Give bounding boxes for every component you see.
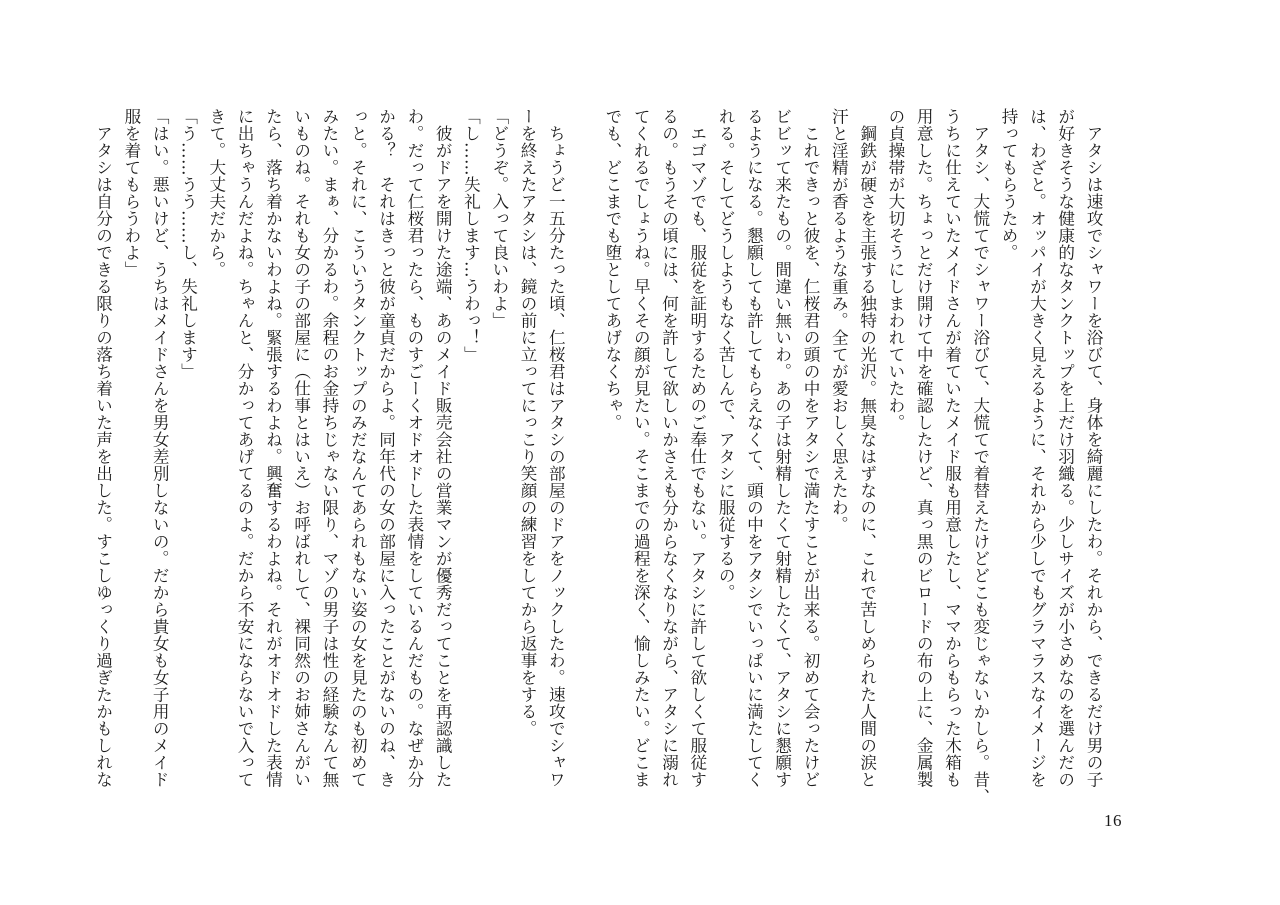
text-line: 服を着てもらうわよ」 [121,108,141,278]
text-line: アタシ、大慌てでシャワー浴びて、大慌てで着替えたけどどこも変じゃないかしら。昔、 [970,108,990,805]
text-line: 「う……うう……し、失礼します」 [178,108,198,380]
text-line: これできっと彼を、仁桜君の頭の中をアタシで満たすことが出来る。初めて会ったけど [801,108,821,788]
text-line: れる。そしてどうしようもなく苦しんで、アタシに服従するの。 [716,108,736,601]
text-line: 「し……失礼します…うわっ！」 [461,108,481,363]
text-line: ビビッて来たもの。間違い無いわ。あの子は射精したくて射精したくて、アタシに懇願す [772,108,792,788]
text-line: ちょうど一五分たった頃、仁桜君はアタシの部屋のドアをノックしたわ。速攻でシャワ [546,108,566,788]
text-line: アタシは速攻でシャワーを浴びて、身体を綺麗にしたわ。それから、できるだけ男の子 [1084,108,1103,788]
text-line: アタシは自分のできる限りの落ち着いた声を出した。すこしゆっくり過ぎたかもしれな [93,108,113,788]
text-line: エゴマゾでも、服従を証明するためのご奉仕でもない。アタシに許して欲しくて服従す [687,108,707,788]
text-line: の貞操帯が大切そうにしまわれていたわ。 [885,108,905,431]
text-line: 「はい。悪いけど、うちはメイドさんを男女差別しないの。だから貴女も女子用のメイド [150,108,170,788]
text-line: てくれるでしょうね。早くその顔が見たい。そこまでの過程を深く、愉しみたい。どこま [631,108,651,788]
text-line: 鋼鉄が硬さを主張する独特の光沢。無臭なはずなのに、これで苦しめられた人間の涙と [857,108,877,788]
text-line: 「どうぞ。入って良いわよ」 [489,108,509,329]
text-line: 汗と淫精が香るような重み。全てが愛おしく思えたわ。 [829,108,849,533]
text-line: きて。大丈夫だから。 [206,108,226,278]
page-number: 16 [1104,811,1122,830]
paragraph-break [569,108,597,788]
text-line: たら、落ち着かないわよね。緊張するわよね。興奮するわよね。それがオドオドした表情 [263,108,283,788]
text-line: に出ちゃうんだよね。ちゃんと、分かってあげてるのよ。だから不安にならないで入って [235,108,255,788]
text-line: でも、どこまでも堕としてあげなくちゃ。 [602,108,622,431]
text-line: かる？ それはきっと彼が童貞だからよ。同年代の女の部屋に入ったことがないのね、き [376,108,396,788]
vertical-text-body [93,108,1107,805]
text-line: っと。それに、こういうタンクトップのみだなんてあられもない姿の女を見たのも初めて [348,108,368,788]
text-line: は、わざと。オッパイが大きく見えるように、それから少しでもグラマラスなイメージを [1027,108,1047,788]
text-line: 彼がドアを開けた途端、あのメイド販売会社の営業マンが優秀だってことを再認識した [433,108,453,788]
text-line: 持ってもらうため。 [999,108,1019,261]
text-line: るの。もうその頃には、何を許して欲しいかさえも分からなくなりながら、アタシに溺れ [659,108,679,788]
text-line: わ。だって仁桜君ったら、ものすごーくオドオドした表情をしているんだもの。なぜか分 [404,108,424,788]
text-line: ーを終えたアタシは、鏡の前に立ってにっこり笑顔の練習をしてから返事をする。 [518,108,538,737]
text-line: うちに仕えていたメイドさんが着ていたメイド服も用意したし、ママからもらった木箱も [942,108,962,788]
text-line: 用意した。ちょっとだけ開けて中を確認したけど、真っ黒のビロードの布の上に、金属製 [914,108,934,788]
text-line: いものね。それも女の子の部屋に（仕事とはいえ）お呼ばれして、裸同然のお姉さんがい [291,108,311,788]
text-line: みたい。まぁ、分かるわ。余程のお金持ちじゃない限り、マゾの男子は性の経験なんて無 [319,108,339,788]
text-line: るようになる。懇願しても許してもらえなくて、頭の中をアタシでいっぱいに満たしてく [744,108,764,788]
text-line: が好きそうな健康的なタンクトップを上だけ羽織る。少しサイズが小さめなのを選んだの [1055,108,1075,788]
